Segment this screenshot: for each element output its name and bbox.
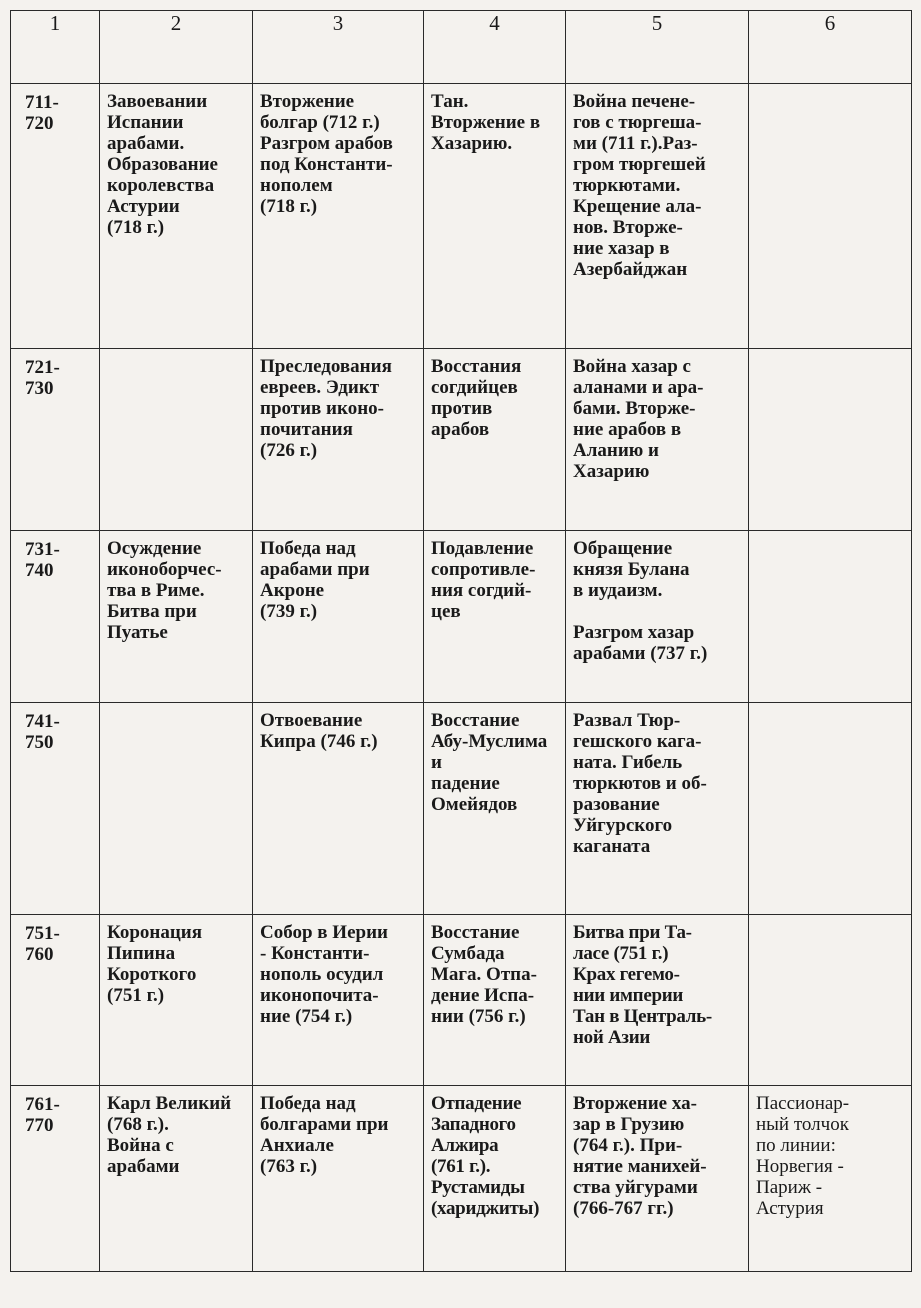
byzantium-text: Собор в Иерии - Константи- нополь осудил иконопочита- ние (754 г.) [260,922,388,1027]
steppe-text: Вторжение ха- зар в Грузию (764 г.). При- нятие манихей- ства уйгурами (766-767 гг.) [573,1093,707,1219]
west-text: Завоевании Испании арабами. Образование королевства Астурии (718 г.) [107,91,218,238]
middle-east-text: Восстания согдийцев против арабов [431,356,522,440]
steppe-cell [566,531,749,703]
middle-east-text: Восстание Абу-Муслима и падение Омейядов [431,710,548,815]
middle-east-cell [424,703,566,915]
notes-text [749,84,911,95]
byzantium-cell [253,1086,424,1272]
byzantium-cell [253,84,424,349]
years-cell [11,349,100,531]
middle-east-text: Тан. Вторжение в Хазарию. [431,91,541,154]
steppe-cell [566,349,749,531]
byzantium-text: Отвоевание Кипра (746 г.) [260,710,378,752]
west-cell [100,84,253,349]
middle-east-text: Отпадение Западного Алжира (761 г.). Рустамиды (хариджиты) [431,1093,540,1219]
notes-cell [749,84,912,349]
byzantium-cell [253,703,424,915]
west-text: Осуждение иконоборчес- тва в Риме. Битва при Пуатье [107,538,222,643]
years-text: 741- 750 [25,711,60,753]
notes-text [749,531,911,542]
notes-cell [749,703,912,915]
west-text [100,349,252,360]
middle-east-text: Восстание Сумбада Мага. Отпа- дение Испа- нии (756 г.) [431,922,537,1027]
years-text: 731- 740 [25,539,60,581]
middle-east-cell [424,1086,566,1272]
steppe-cell [566,703,749,915]
years-text: 711- 720 [25,92,59,134]
table-row [11,1086,912,1272]
byzantium-text: Победа над арабами при Акроне (739 г.) [260,538,370,622]
steppe-cell [566,1086,749,1272]
table-row [11,531,912,703]
west-cell [100,915,253,1086]
steppe-text: Обращение князя Булана в иудаизм. Разгром хазар арабами (737 г.) [573,538,708,664]
years-text: 761- 770 [25,1094,60,1136]
byzantium-text: Победа над болгарами при Анхиале (763 г.) [260,1093,389,1177]
years-text: 721- 730 [25,357,60,399]
steppe-cell [566,84,749,349]
column-header-1: 1 [11,11,100,84]
steppe-text: Война хазар с аланами и ара- бами. Вторже- ние арабов в Аланию и Хазарию [573,356,704,482]
west-cell [100,531,253,703]
years-text: 751- 760 [25,923,60,965]
steppe-text: Битва при Та- ласе (751 г.) Крах гегемо- нии империи Тан в Централь- ной Азии [573,922,712,1048]
notes-text [749,349,911,360]
notes-cell [749,531,912,703]
notes-text [749,915,911,926]
byzantium-cell [253,531,424,703]
column-header-6: 6 [749,11,912,84]
table-row [11,703,912,915]
table-row [11,915,912,1086]
byzantium-text: Вторжение болгар (712 г.) Разгром арабов под Константи- нополем (718 г.) [260,91,393,217]
middle-east-cell [424,915,566,1086]
west-text [100,703,252,714]
steppe-text: Развал Тюр- гешского кага- ната. Гибель тюркютов и об- разование Уйгурского каганата [573,710,707,857]
table-row [11,349,912,531]
notes-text: Пассионар- ный толчок по линии: Норвегия - Париж - Астурия [756,1093,850,1219]
steppe-text: Война печене- гов с тюргеша- ми (711 г.).Раз- гром тюргешей тюркютами. Крещение ала- нов. Вторже- ние хазар в Азербайджан [573,91,706,280]
middle-east-cell [424,349,566,531]
years-cell [11,1086,100,1272]
years-cell [11,84,100,349]
table-row [11,84,912,349]
west-cell [100,349,253,531]
column-header-3: 3 [253,11,424,84]
years-cell [11,531,100,703]
byzantium-cell [253,349,424,531]
header-row [11,11,912,84]
column-header-4: 4 [424,11,566,84]
west-cell [100,1086,253,1272]
west-text: Коронация Пипина Короткого (751 г.) [107,922,203,1006]
notes-cell [749,915,912,1086]
steppe-cell [566,915,749,1086]
middle-east-cell [424,531,566,703]
middle-east-cell [424,84,566,349]
notes-text [749,703,911,714]
west-cell [100,703,253,915]
byzantium-cell [253,915,424,1086]
west-text: Карл Великий (768 г.). Война с арабами [107,1093,232,1177]
byzantium-text: Преследования евреев. Эдикт против иконо- почитания (726 г.) [260,356,392,461]
column-header-5: 5 [566,11,749,84]
years-cell [11,915,100,1086]
notes-cell [749,1086,912,1272]
years-cell [11,703,100,915]
chronology-table [10,10,912,1272]
notes-cell [749,349,912,531]
column-header-2: 2 [100,11,253,84]
middle-east-text: Подавление сопротивле- ния согдий- цев [431,538,536,622]
